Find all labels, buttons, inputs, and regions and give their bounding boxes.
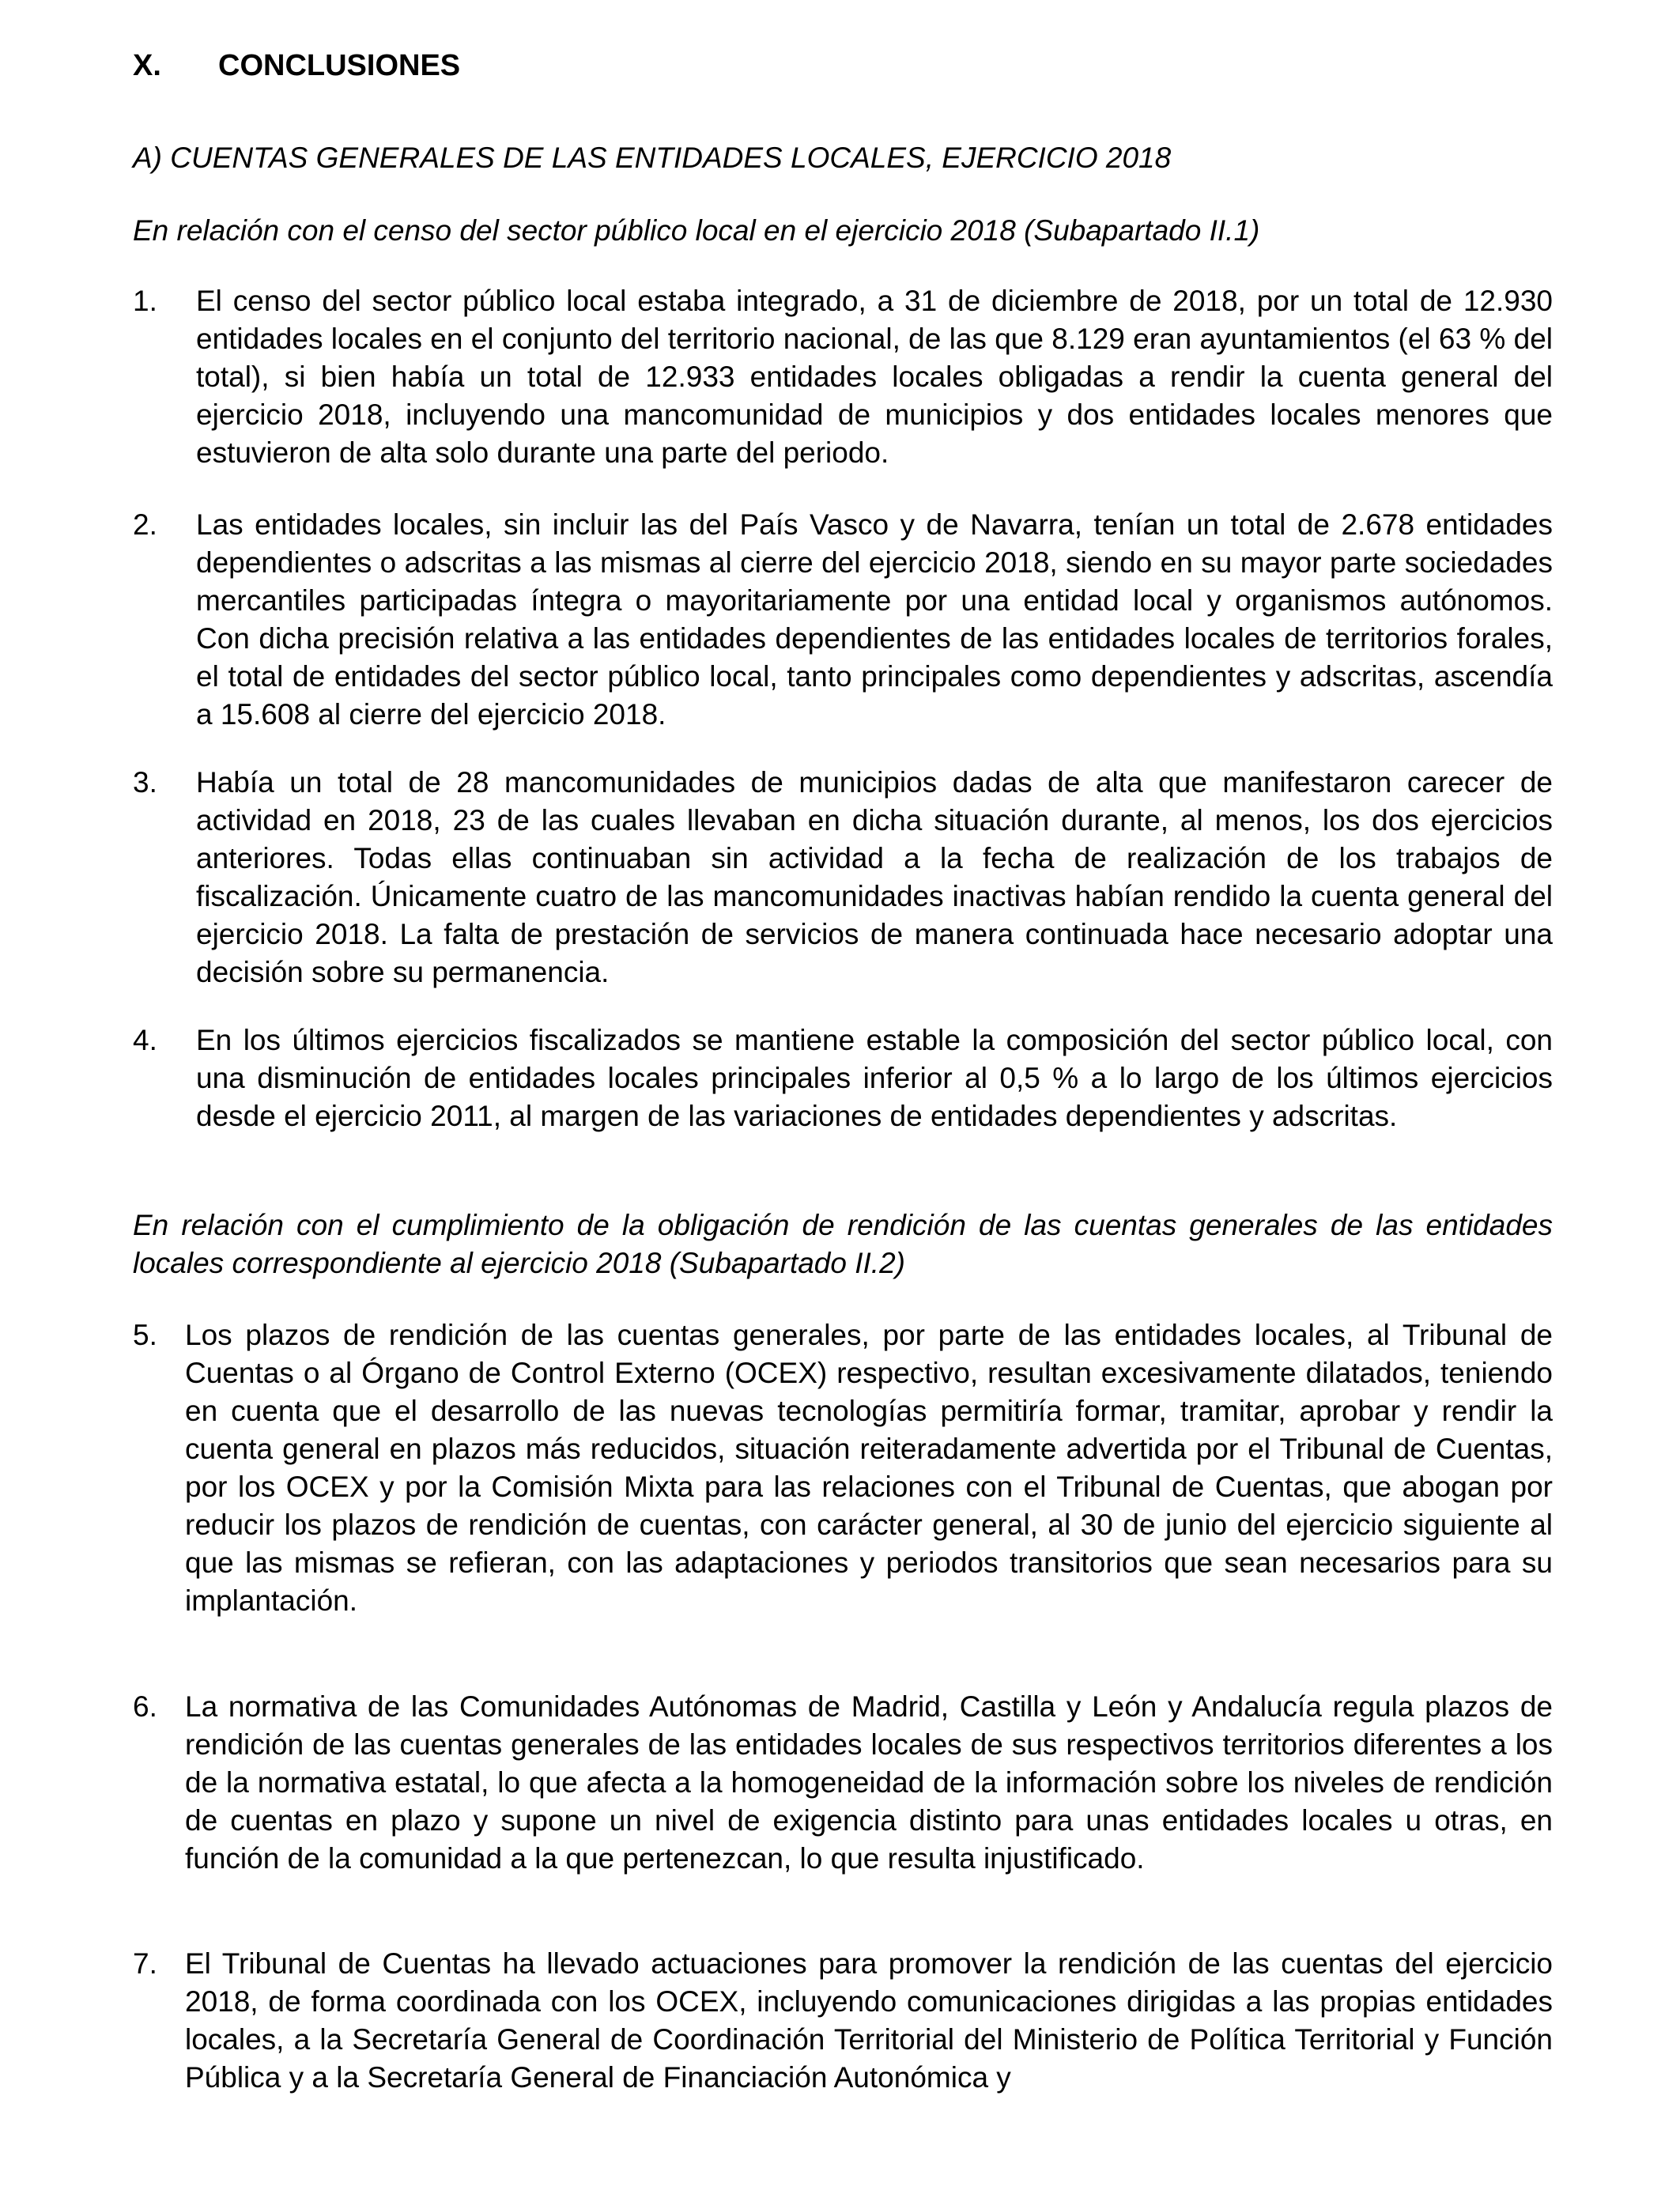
subsection-a-title: A) CUENTAS GENERALES DE LAS ENTIDADES LOCALES, EJERCICIO 2018 (133, 142, 1172, 174)
item-text: El censo del sector público local estaba integrado, a 31 de diciembre de 2018, por un total de 12.930 entidades locales en el conjunto del territorio nacional, de las que 8.129 eran ayuntamientos (el 63 % del total), si bien había un total de 12.933 entidades locales obligadas a rendir la cuenta general del ejercicio 2018, incluyendo una mancomunidad de municipios y dos entidades locales menores que estuvieron de alta solo durante una parte del periodo. (196, 285, 1553, 469)
item-text: Los plazos de rendición de las cuentas generales, por parte de las entidades locales, al Tribunal de Cuentas o al Órgano de Control Externo (OCEX) respectivo, resultan excesivamente dilatados, teniendo en cuenta que el desarrollo de las nuevas tecnologías permitiría formar, tramitar, aprobar y rendir la cuenta general en plazos más reducidos, situación reiteradamente advertida por el Tribunal de Cuentas, por los OCEX y por la Comisión Mixta para las relaciones con el Tribunal de Cuentas, que abogan por reducir los plazos de rendición de cuentas, con carácter general, al 30 de junio del ejercicio siguiente al que las mismas se refieran, con las adaptaciones y periodos transitorios que sean necesarios para su implantación. (185, 1319, 1553, 1617)
item-text: El Tribunal de Cuentas ha llevado actuaciones para promover la rendición de las cuentas del ejercicio 2018, de forma coordinada con los OCEX, incluyendo comunicaciones dirigidas a las propias entidades locales, a la Secretaría General de Coordinación Territorial del Ministerio de Política Territorial y Función Pública y a la Secretaría General de Financiación Autonómica y (185, 1947, 1553, 2094)
conclusion-item-1 (133, 282, 1553, 472)
item-number: 3. (133, 766, 157, 799)
item-number: 2. (133, 508, 157, 541)
item-text: Había un total de 28 mancomunidades de municipios dadas de alta que manifestaron carecer de actividad en 2018, 23 de las cuales llevaban en dicha situación durante, al menos, los dos ejercicios anteriores. Todas ellas continuaban sin actividad a la fecha de realización de los trabajos de fiscalización. Únicamente cuatro de las mancomunidades inactivas habían rendido la cuenta general del ejercicio 2018. La falta de prestación de servicios de manera continuada hace necesario adoptar una decisión sobre su permanencia. (196, 766, 1553, 988)
section-number: X. (133, 49, 161, 82)
conclusion-item-5 (133, 1316, 1553, 1620)
conclusion-item-4 (133, 1021, 1553, 1135)
item-number: 7. (133, 1947, 157, 1980)
section-title: CONCLUSIONES (218, 49, 461, 82)
conclusion-item-2 (133, 506, 1553, 734)
conclusion-item-6 (133, 1688, 1553, 1878)
item-text: La normativa de las Comunidades Autónomas de Madrid, Castilla y León y Andalucía regula plazos de rendición de las cuentas generales de las entidades locales de sus respectivos territorios diferentes a los de la normativa estatal, lo que afecta a la homogeneidad de la información sobre los niveles de rendición de cuentas en plazo y supone un nivel de exigencia distinto para unas entidades locales u otras, en función de la comunidad a la que pertenezcan, lo que resulta injustificado. (185, 1690, 1553, 1875)
intro-census: En relación con el censo del sector público local en el ejercicio 2018 (Subapartado II.1) (133, 214, 1260, 247)
conclusion-item-7 (133, 1945, 1553, 2097)
intro-rendition: En relación con el cumplimiento de la obligación de rendición de las cuentas generales de las entidades locales correspondiente al ejercicio 2018 (Subapartado II.2) (133, 1209, 1553, 1279)
item-text: En los últimos ejercicios fiscalizados se mantiene estable la composición del sector público local, con una disminución de entidades locales principales inferior al 0,5 % a lo largo de los últimos ejercicios desde el ejercicio 2011, al margen de las variaciones de entidades dependientes y adscritas. (196, 1024, 1553, 1132)
item-text: Las entidades locales, sin incluir las del País Vasco y de Navarra, tenían un total de 2.678 entidades dependientes o adscritas a las mismas al cierre del ejercicio 2018, siendo en su mayor parte sociedades mercantiles participadas íntegra o mayoritariamente por una entidad local y organismos autónomos. Con dicha precisión relativa a las entidades dependientes de las entidades locales de territorios forales, el total de entidades del sector público local, tanto principales como dependientes y adscritas, ascendía a 15.608 al cierre del ejercicio 2018. (196, 508, 1553, 731)
section-heading (133, 43, 460, 88)
item-number: 4. (133, 1024, 157, 1056)
item-number: 6. (133, 1690, 157, 1723)
item-number: 5. (133, 1319, 157, 1351)
conclusion-item-3 (133, 764, 1553, 991)
item-number: 1. (133, 285, 157, 317)
